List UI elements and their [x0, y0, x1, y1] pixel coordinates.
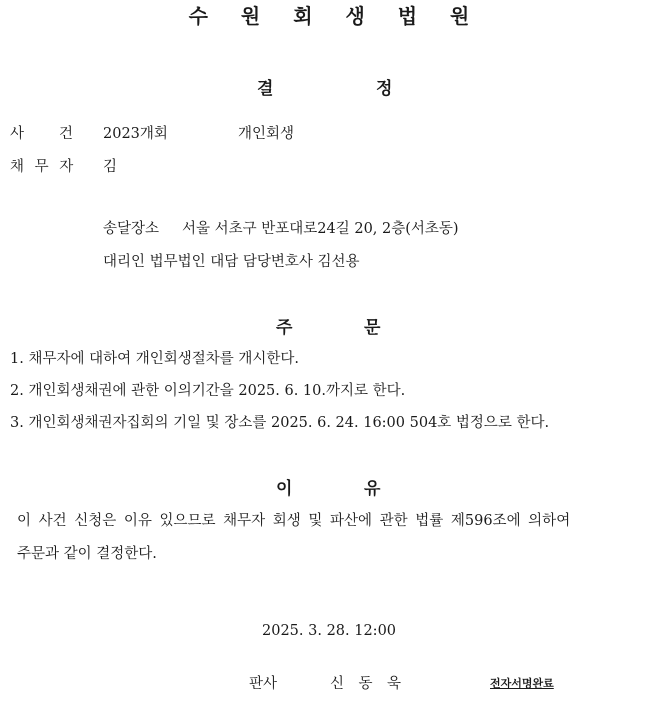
order-item: 2. 개인회생채권에 관한 이의기간을 2025. 6. 10.까지로 한다. — [10, 383, 406, 399]
electronic-signature: 전자서명완료 — [490, 677, 554, 690]
judge-title: 판사 — [249, 676, 278, 692]
judge-name: 신 동 욱 — [330, 676, 402, 692]
debtor-name: 김 — [103, 159, 118, 175]
service-address: 서울 서초구 반포대로24길 20, 2층(서초동) — [182, 221, 459, 237]
debtor-label: 채 무 자 — [10, 159, 77, 175]
reason-line: 주문과 같이 결정한다. — [17, 546, 157, 562]
court-name: 수 원 회 생 법 원 — [188, 4, 471, 28]
agent-text: 대리인 법무법인 대담 담당변호사 김선용 — [103, 254, 360, 270]
order-item: 1. 채무자에 대하여 개인회생절차를 개시한다. — [10, 351, 300, 367]
reason-line: 이 사건 신청은 이유 있으므로 채무자 회생 및 파산에 관한 법률 제596조에 의하여 — [17, 513, 571, 529]
title-left: 결 — [257, 79, 274, 99]
case-number: 2023개회 — [103, 126, 168, 142]
case-label: 사 건 — [10, 126, 76, 142]
case-type: 개인회생 — [238, 126, 295, 142]
order-item: 3. 개인회생채권자집회의 기일 및 장소를 2025. 6. 24. 16:00 504호 법정으로 한다. — [10, 415, 550, 431]
reason-heading-left: 이 — [276, 479, 293, 499]
title-right: 정 — [376, 79, 393, 99]
decision-date: 2025. 3. 28. 12:00 — [262, 623, 397, 639]
order-heading-right: 문 — [364, 318, 381, 338]
service-label: 송달장소 — [103, 221, 160, 237]
order-heading-left: 주 — [276, 318, 293, 338]
reason-heading-right: 유 — [364, 479, 381, 499]
